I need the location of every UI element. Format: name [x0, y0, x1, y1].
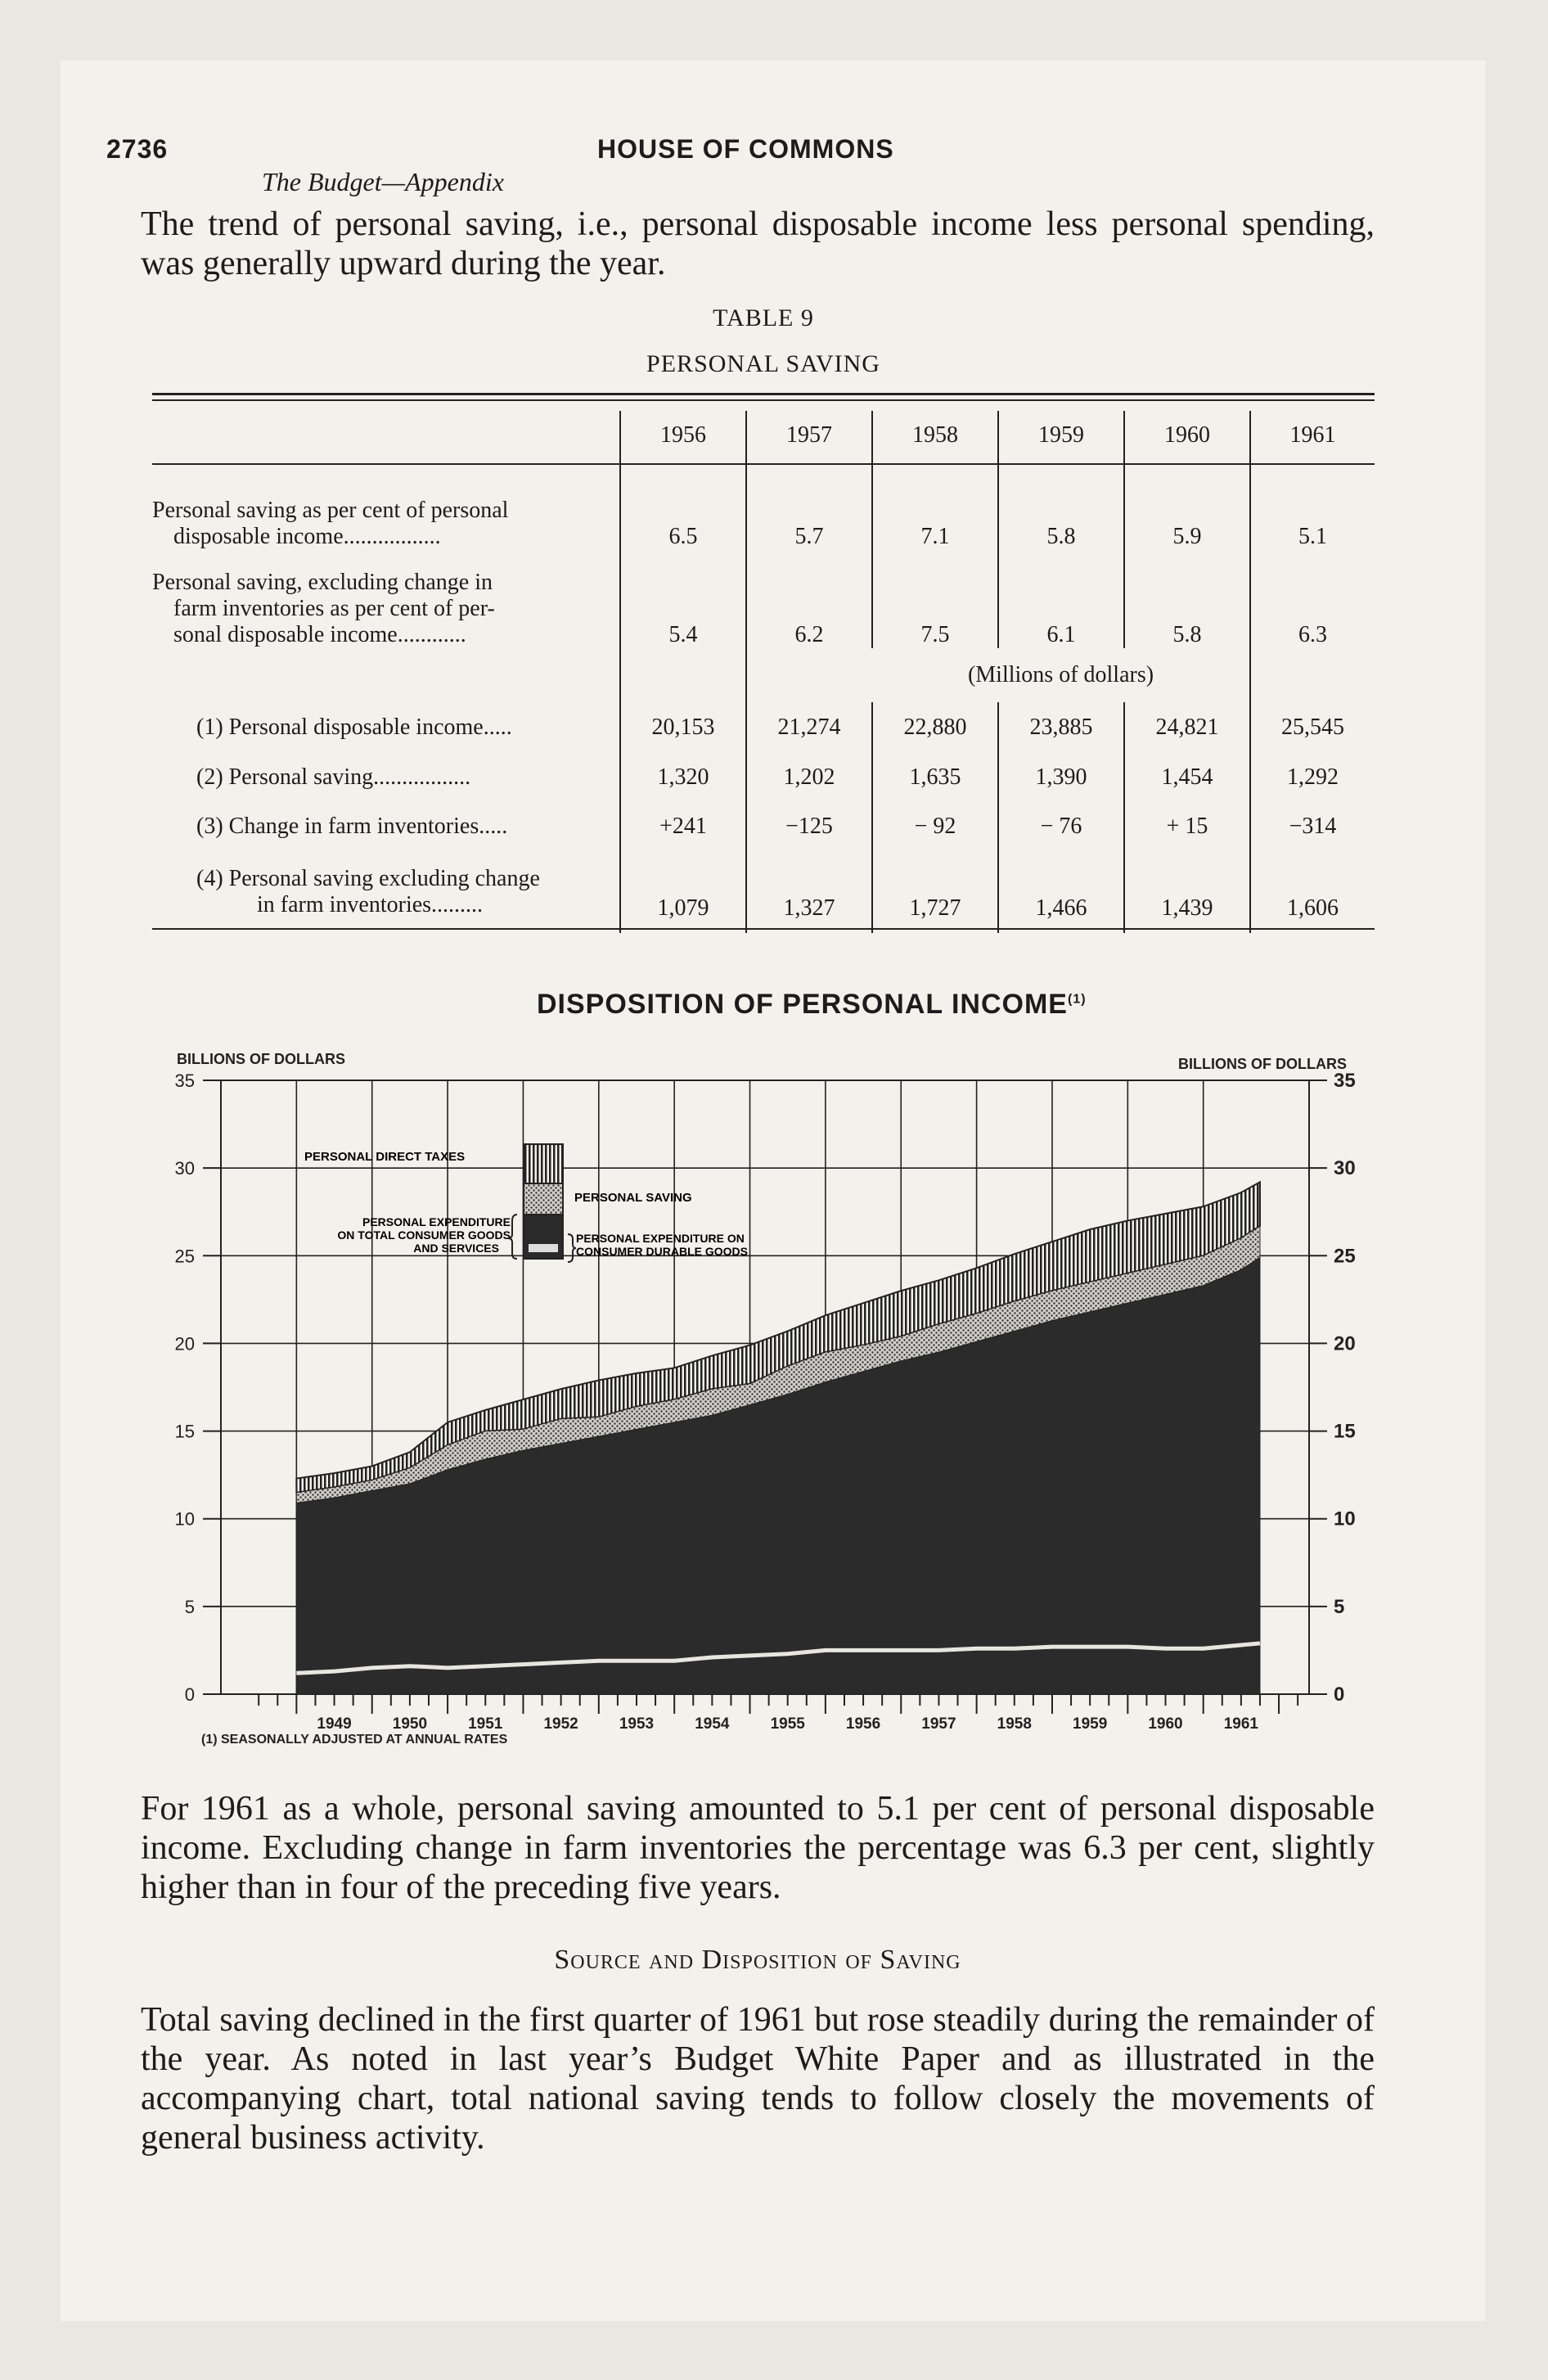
table-top-rule-2: [152, 399, 1375, 401]
chart-legend: [304, 1144, 748, 1262]
cell: 1,727: [872, 851, 998, 933]
cell: 5.1: [1250, 460, 1375, 550]
cell: 7.5: [872, 550, 998, 648]
cell: + 15: [1124, 802, 1250, 851]
cell: 1,606: [1250, 851, 1375, 933]
x-tick-label: 1949: [317, 1715, 352, 1733]
x-tick-label: 1956: [845, 1715, 881, 1733]
chart-title: [537, 989, 1087, 1021]
cell: 5.4: [620, 550, 746, 648]
legend-durables-line: PERSONAL EXPENDITURE ON: [576, 1232, 745, 1245]
cell: 1,466: [998, 851, 1124, 933]
y-tick-label-right: 25: [1334, 1245, 1356, 1268]
table-row: [152, 851, 1375, 933]
spacer-cell: [746, 648, 872, 702]
cell: −314: [1250, 802, 1375, 851]
legend-swatch-taxes: [524, 1144, 563, 1183]
cell: 6.5: [620, 460, 746, 550]
cell: − 76: [998, 802, 1124, 851]
y-tick-label-right: 10: [1334, 1508, 1356, 1530]
year-1960: 1960: [1124, 411, 1250, 460]
chart-footnote: (1) SEASONALLY ADJUSTED AT ANNUAL RATES: [201, 1733, 508, 1747]
cell: 21,274: [746, 702, 872, 753]
row-label: (2) Personal saving.................: [196, 764, 471, 790]
y-tick-label-left: 0: [184, 1684, 195, 1705]
cell: −125: [746, 802, 872, 851]
table-row: [152, 550, 1375, 648]
cell: 1,635: [872, 753, 998, 802]
y-axis-label-left: BILLIONS OF DOLLARS: [177, 1051, 345, 1067]
legend-direct-taxes: PERSONAL DIRECT TAXES: [304, 1150, 466, 1164]
row-label-line: disposable income.................: [173, 524, 441, 549]
cell: 1,079: [620, 851, 746, 933]
x-tick-label: 1955: [770, 1715, 805, 1733]
table-row: [152, 753, 1375, 802]
x-tick-label: 1959: [1073, 1715, 1108, 1733]
y-tick-label-left: 35: [174, 1071, 195, 1091]
after-chart-paragraph: For 1961 as a whole, personal saving amounted to 5.1 per cent of personal disposable income. Excluding change in farm inventories the percentage was 6.3 per cent, slightly higher than in four of the preceding five years.: [141, 1790, 1375, 1906]
legend-swatch-saving: [524, 1183, 563, 1215]
x-tick-label: 1950: [392, 1715, 428, 1733]
y-tick-label-left: 10: [174, 1508, 195, 1530]
row-label-line: in farm inventories.........: [257, 892, 484, 917]
table-row: [152, 802, 1375, 851]
cell: 5.9: [1124, 460, 1250, 550]
unit-note: (Millions of dollars): [872, 648, 1250, 702]
cell: 25,545: [1250, 702, 1375, 753]
cell: 5.8: [998, 460, 1124, 550]
cell: 1,327: [746, 851, 872, 933]
row-label: [152, 851, 620, 933]
cell: 6.1: [998, 550, 1124, 648]
section-heading: Source and Disposition of Saving: [554, 1945, 961, 1975]
y-tick-label-left: 20: [174, 1333, 195, 1355]
closing-paragraph: Total saving declined in the first quarter of 1961 but rose steadily during the remainder of the year. As noted in last year’s Budget White Paper and as illustrated in the accompanying chart, total national saving tends to follow closely the movements of general business activity.: [141, 2001, 1375, 2157]
y-tick-label-right: 0: [1334, 1684, 1345, 1706]
x-tick-label: 1957: [921, 1715, 956, 1733]
legend-expenditure-line: AND SERVICES: [413, 1242, 499, 1255]
y-tick-label-left: 30: [174, 1158, 195, 1179]
legend-brace-right: [568, 1234, 576, 1262]
x-tick-label: 1961: [1223, 1715, 1259, 1733]
spacer-cell: [1250, 648, 1375, 702]
row-label-line: Personal saving, excluding change in: [152, 570, 493, 595]
intro-paragraph: The trend of personal saving, i.e., personal disposable income less personal spending, was generally upward during the year.: [141, 205, 1375, 282]
cell: 1,320: [620, 753, 746, 802]
legend-saving: PERSONAL SAVING: [574, 1191, 692, 1205]
legend-expenditure-line: ON TOTAL CONSUMER GOODS: [337, 1228, 511, 1242]
cell: 1,439: [1124, 851, 1250, 933]
table-title: PERSONAL SAVING: [646, 350, 880, 377]
unit-note-row: [152, 648, 1375, 702]
row-label: [152, 460, 620, 550]
cell: 20,153: [620, 702, 746, 753]
legend-durables-line: CONSUMER DURABLE GOODS: [576, 1245, 749, 1258]
legend-expenditure-line: PERSONAL EXPENDITURE: [362, 1215, 511, 1228]
y-tick-label-right: 15: [1334, 1420, 1356, 1443]
chart-title-footnote: (1): [1068, 992, 1087, 1007]
row-label-line: farm inventories as per cent of per-: [173, 596, 495, 621]
cell: 1,454: [1124, 753, 1250, 802]
cell: +241: [620, 802, 746, 851]
cell: 22,880: [872, 702, 998, 753]
table-label: TABLE 9: [713, 304, 814, 331]
page-header-title: HOUSE OF COMMONS: [597, 134, 894, 164]
year-1956: 1956: [620, 411, 746, 460]
x-tick-label: 1958: [997, 1715, 1032, 1733]
page-number: 2736: [106, 134, 169, 164]
row-label-line: sonal disposable income............: [173, 622, 466, 647]
x-tick-label: 1954: [695, 1715, 730, 1733]
chart-title-text: DISPOSITION OF PERSONAL INCOME: [537, 989, 1068, 1020]
row-label: (1) Personal disposable income.....: [196, 714, 512, 740]
x-tick-label: 1952: [543, 1715, 578, 1733]
legend-swatch-durables: [529, 1244, 558, 1252]
row-label-line: (4) Personal saving excluding change: [196, 866, 540, 891]
y-tick-label-right: 5: [1334, 1595, 1345, 1618]
cell: 6.3: [1250, 550, 1375, 648]
year-1958: 1958: [872, 411, 998, 460]
x-tick-label: 1953: [619, 1715, 655, 1733]
cell: 23,885: [998, 702, 1124, 753]
table-row: [152, 460, 1375, 550]
cell: 5.7: [746, 460, 872, 550]
table-top-rule: [152, 393, 1375, 395]
cell: 1,202: [746, 753, 872, 802]
y-tick-label-right: 35: [1334, 1070, 1356, 1092]
plot-layer: [175, 1070, 1356, 1733]
cell: 7.1: [872, 460, 998, 550]
cell: 1,390: [998, 753, 1124, 802]
row-label: [152, 648, 620, 702]
table-row: [152, 702, 1375, 753]
year-1957: 1957: [746, 411, 872, 460]
cell: − 92: [872, 802, 998, 851]
row-label: [152, 550, 620, 648]
cell: 6.2: [746, 550, 872, 648]
row-label: (3) Change in farm inventories.....: [196, 814, 508, 839]
year-1961: 1961: [1250, 411, 1375, 460]
y-axis-label-right: BILLIONS OF DOLLARS: [1178, 1056, 1347, 1072]
header-stub: [152, 411, 620, 460]
year-1959: 1959: [998, 411, 1124, 460]
x-tick-label: 1960: [1148, 1715, 1183, 1733]
spacer-cell: [620, 648, 746, 702]
y-tick-label-left: 5: [184, 1596, 195, 1617]
cell: 5.8: [1124, 550, 1250, 648]
cell: 1,292: [1250, 753, 1375, 802]
x-tick-label: 1951: [468, 1715, 503, 1733]
running-head: The Budget—Appendix: [262, 167, 504, 196]
row-label-line: Personal saving as per cent of personal: [152, 498, 509, 523]
y-tick-label-right: 20: [1334, 1332, 1356, 1355]
y-tick-label-left: 25: [174, 1246, 195, 1267]
cell: 24,821: [1124, 702, 1250, 753]
y-tick-label-left: 15: [174, 1421, 195, 1442]
personal-saving-table: [152, 411, 1375, 933]
area-personal-expenditure: [296, 1257, 1260, 1694]
disposition-chart: [152, 1039, 1396, 1760]
y-tick-label-right: 30: [1334, 1157, 1356, 1180]
table-header-row: [152, 411, 1375, 460]
